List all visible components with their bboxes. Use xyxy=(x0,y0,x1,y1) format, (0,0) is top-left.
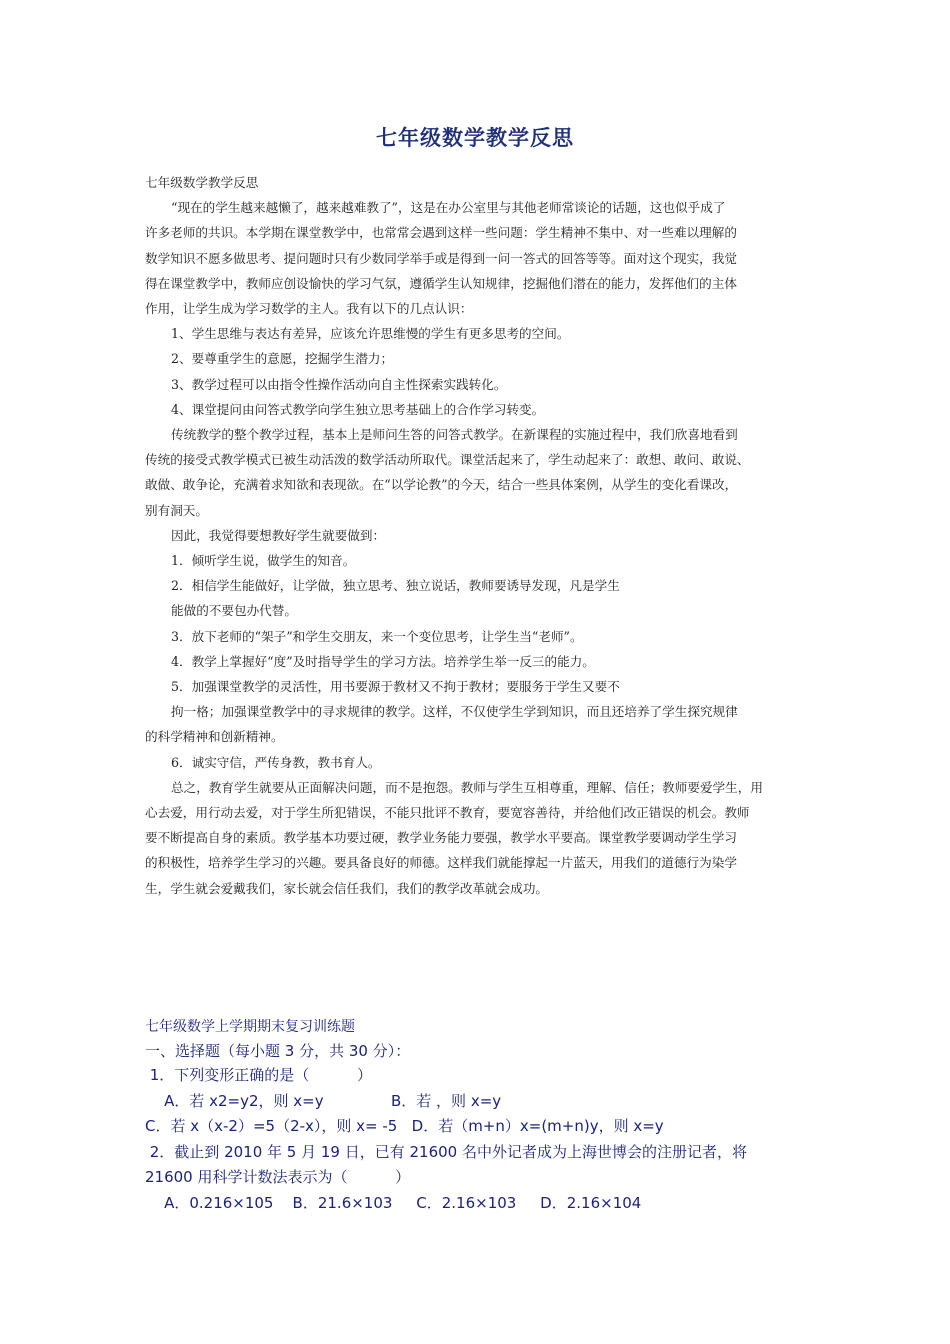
essay-paragraph-line: 别有洞天。 xyxy=(145,502,208,518)
essay-todo-item: 3．放下老师的“架子”和学生交朋友，来一个变位思考，让学生当“老师”。 xyxy=(171,628,583,644)
question-2-line: 21600 用科学计数法表示为（ ） xyxy=(145,1168,411,1187)
question-2-options: A．0.216×105 B．21.6×103 C．2.16×103 D．2.16×104 xyxy=(145,1193,642,1212)
question-2-line: 2．截止到 2010 年 5 月 19 日，已有 21600 名中外记者成为上海世博会的注册记者，将 xyxy=(145,1142,747,1161)
essay-paragraph-line: 总之，教育学生就要从正面解决问题，而不是抱怨。教师与学生互相尊重，理解、信任；教师要爱学生，用 xyxy=(171,779,763,795)
essay-subtitle: 七年级数学教学反思 xyxy=(145,175,259,190)
essay-paragraph-line: 的科学精神和创新精神。 xyxy=(145,729,284,745)
option-b: B．若 ，则 x=y xyxy=(391,1091,502,1110)
essay-point: 4、课堂提问由问答式教学向学生独立思考基础上的合作学习转变。 xyxy=(171,401,545,417)
essay-todo-item: 5．加强课堂教学的灵活性，用书要源于教材又不拘于教材；要服务于学生又要不 xyxy=(171,679,620,695)
essay-paragraph-line: 传统的接受式教学模式已被生动活泼的数学活动所取代。课堂活起来了，学生动起来了：敢想、敢问、敢说、 xyxy=(145,452,750,468)
essay-paragraph-line: 要不断提高自身的素质。教学基本功要过硬，教学业务能力要强，教学水平要高。课堂教学要调动学生学习 xyxy=(145,830,737,846)
essay-todo-item: 4．教学上掌握好“度”及时指导学生的学习方法。培养学生举一反三的能力。 xyxy=(171,653,595,669)
essay-paragraph-line: 传统教学的整个教学过程，基本上是师问生答的问答式教学。在新课程的实施过程中，我们欣喜地看到 xyxy=(171,427,738,443)
question-1-options-cd: C．若 x（x-2）=5（2-x），则 x= -5 D．若（m+n）x=(m+n)y，则 x=y xyxy=(145,1117,664,1136)
essay-paragraph-line: 得在课堂教学中，教师应创设愉快的学习气氛，遵循学生认知规律，挖掘他们潜在的能力，发挥他们的主体 xyxy=(145,275,737,291)
essay-paragraph-line: 数学知识不愿多做思考、提问题时只有少数同学举手或是得到一问一答式的回答等等。面对这个现实，我觉 xyxy=(145,250,737,266)
essay-point: 3、教学过程可以由指令性操作活动向自主性探索实践转化。 xyxy=(171,376,507,392)
essay-paragraph-line: 拘一格；加强课堂教学中的寻求规律的教学。这样，不仅使学生学到知识，而且还培养了学生探究规律 xyxy=(171,704,738,720)
essay-todo-item: 6．诚实守信，严传身教，教书育人。 xyxy=(171,754,381,770)
exercise-section-heading: 一、选择题（每小题 3 分，共 30 分）： xyxy=(145,1042,411,1060)
essay-todo-item: 2．相信学生能做好，让学做，独立思考、独立说话，教师要诱导发现，凡是学生 xyxy=(171,578,620,594)
essay-point: 1、学生思维与表达有差异，应该允许思维慢的学生有更多思考的空间。 xyxy=(171,326,570,342)
essay-paragraph-line: 敢做、敢争论，充满着求知欲和表现欲。在“以学论教”的今天，结合一些具体案例，从学生的变化看课改， xyxy=(145,477,738,493)
exercise-title: 七年级数学上学期期末复习训练题 xyxy=(145,1019,355,1035)
option-a: A．若 x2=y2，则 x=y xyxy=(145,1091,324,1110)
question-1: 1．下列变形正确的是（ ） xyxy=(145,1066,372,1084)
essay-todo-item: 能做的不要包办代替。 xyxy=(171,603,297,619)
essay-paragraph-line: 因此，我觉得要想教好学生就要做到： xyxy=(171,527,386,543)
document-title: 七年级数学教学反思 xyxy=(376,126,574,150)
essay-paragraph-line: 心去爱，用行动去爱，对于学生所犯错误，不能只批评不教育，要宽容善待，并给他们改正错误的机会。教师 xyxy=(145,805,750,821)
essay-paragraph-line: 的积极性，培养学生学习的兴趣。要具备良好的师德。这样我们就能撑起一片蓝天，用我们的道德行为染学 xyxy=(145,855,737,871)
essay-paragraph-line: 作用，让学生成为学习数学的主人。我有以下的几点认识： xyxy=(145,301,473,317)
essay-paragraph-line: 许多老师的共识。本学期在课堂教学中，也常常会遇到这样一些问题：学生精神不集中、对一些难以理解的 xyxy=(145,225,737,241)
essay-paragraph-line: “现在的学生越来越懒了，越来越难教了”，这是在办公室里与其他老师常谈论的话题，这也似乎成了 xyxy=(171,200,726,216)
essay-paragraph-line: 生，学生就会爱戴我们，家长就会信任我们，我们的教学改革就会成功。 xyxy=(145,880,548,896)
exercise-section xyxy=(145,1015,825,1217)
question-1-options-ab xyxy=(145,1089,825,1115)
essay-body xyxy=(145,170,807,901)
essay-todo-item: 1．倾听学生说，做学生的知音。 xyxy=(171,553,356,569)
essay-point: 2、要尊重学生的意愿，挖掘学生潜力； xyxy=(171,351,394,367)
